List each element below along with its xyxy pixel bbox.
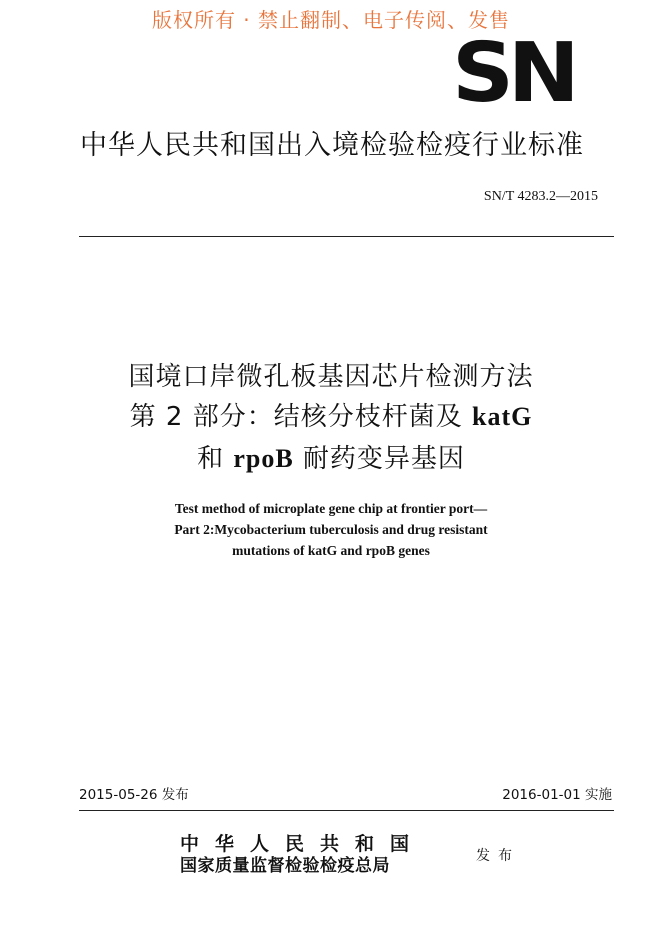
chinese-title-gene-rpob: rpoB [233,444,294,473]
publish-date: 2015-05-26 发布 [79,787,189,803]
standard-number: SN/T 4283.2—2015 [483,189,598,204]
issuer-line-1: 中华人民共和国 [180,833,426,855]
sn-logo: SN [452,26,574,121]
footer-divider [79,810,614,811]
issuer-line-2: 国家质量监督检验检疫总局 [180,856,390,876]
issue-word: 发布 [476,848,520,864]
english-title-line-3: mutations of katG and rpoB genes [232,543,430,558]
chinese-title-line-3-suffix: 耐药变异基因 [293,444,465,474]
chinese-title-line-3-prefix: 和 [197,444,234,474]
chinese-title-line-2 [0,398,662,436]
english-title-line-2: Part 2:Mycobacterium tuberculosis and drug resistant [174,522,488,537]
organization-title: 中华人民共和国出入境检验检疫行业标准 [80,130,584,161]
chinese-title-line-3 [0,440,662,478]
chinese-title-line-2-text: 第 2 部分：结核分枝杆菌及 [129,402,472,432]
chinese-title-gene-katg: katG [472,402,533,431]
copyright-notice: 版权所有 · 禁止翻制、电子传阅、发售 [151,8,511,32]
chinese-title-line-1: 国境口岸微孔板基因芯片检测方法 [128,362,534,392]
implementation-date: 2016-01-01 实施 [502,787,612,803]
english-title-line-1: Test method of microplate gene chip at frontier port— [174,501,488,516]
header-divider [79,236,614,237]
